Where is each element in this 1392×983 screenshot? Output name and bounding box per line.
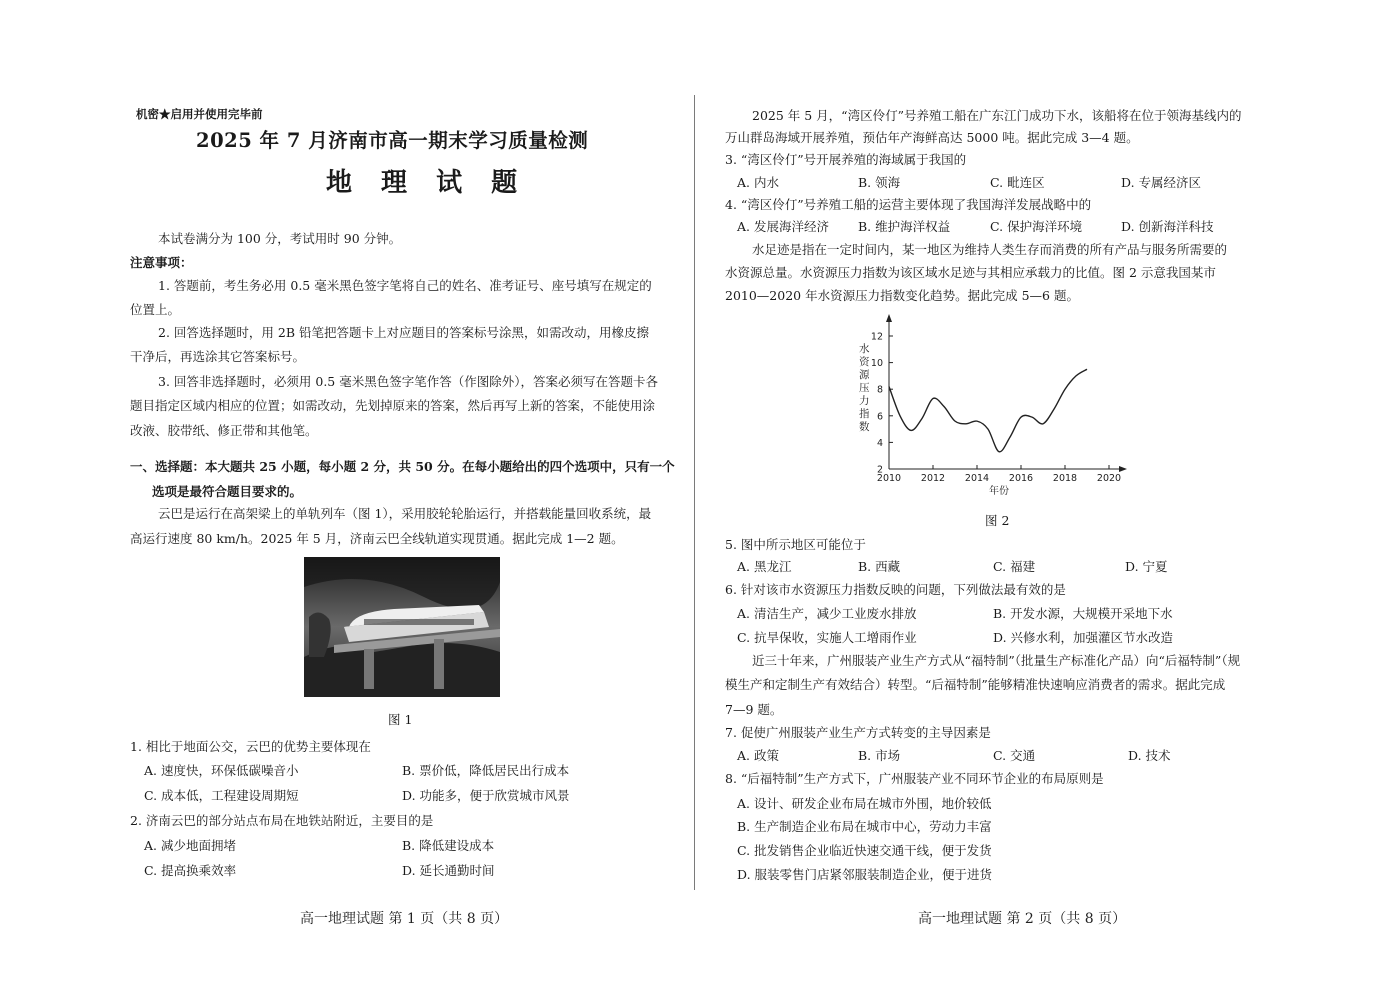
passage-text: 近三十年来，广州服装产业生产方式从“福特制”（批量生产标准化产品）向“后福特制”（规	[752, 653, 1241, 668]
question-3-option-b: B. 领海	[858, 175, 901, 190]
question-7-option-a: A. 政策	[737, 748, 779, 763]
question-6-option-c: C. 抗旱保收，实施人工增雨作业	[737, 630, 917, 645]
chart-x-tick-label: 2012	[920, 473, 946, 484]
question-7-option-c: C. 交通	[993, 748, 1036, 763]
question-4-option-a: A. 发展海洋经济	[737, 219, 829, 234]
chart-x-tick-label: 2020	[1096, 473, 1122, 484]
page-1	[0, 0, 695, 983]
chart-y-axis-arrow	[886, 314, 892, 322]
chart-x-axis-arrow	[1119, 466, 1127, 472]
chart-x-tick-label: 2014	[964, 473, 990, 484]
confidential-mark: 机密★启用并使用完毕前	[136, 107, 263, 121]
question-2-option-d: D. 延长通勤时间	[402, 863, 495, 878]
chart-y-tick-label: 6	[876, 411, 883, 423]
notice-line: 1. 答题前，考生务必用 0.5 毫米黑色签字笔将自己的姓名、准考证号、座号填写在规定的	[158, 278, 652, 293]
figure-2-caption: 图 2	[985, 513, 1010, 528]
question-6-option-b: B. 开发水源，大规模开采地下水	[993, 606, 1173, 621]
chart-x-ticks	[877, 465, 1121, 484]
question-3-option-c: C. 毗连区	[990, 175, 1045, 190]
exam-title: 2025 年 7 月济南市高一期末学习质量检测	[196, 129, 589, 152]
passage-text: 7—9 题。	[725, 702, 783, 717]
chart-y-tick-label: 8	[876, 384, 883, 396]
notice-line: 位置上。	[130, 302, 181, 317]
question-8-option-d: D. 服装零售门店紧邻服装制造企业，便于进货	[737, 867, 993, 882]
notice-line: 改液、胶带纸、修正带和其他笔。	[130, 423, 318, 438]
notice-line: 2. 回答选择题时，用 2B 铅笔把答题卡上对应题目的答案标号涂黑，如需改动，用橡皮擦	[158, 325, 649, 340]
question-2-stem: 2. 济南云巴的部分站点布局在地铁站附近，主要目的是	[130, 813, 434, 828]
chart-x-tick-label: 2018	[1052, 473, 1078, 484]
chart-y-tick-label: 2	[876, 464, 883, 476]
question-5-option-d: D. 宁夏	[1125, 559, 1168, 574]
chart-x-label: 年份	[989, 486, 1009, 497]
monorail-photo	[304, 557, 500, 697]
question-1-option-b: B. 票价低，降低居民出行成本	[402, 763, 570, 778]
page-1-footer: 高一地理试题 第 1 页（共 8 页）	[300, 911, 509, 927]
question-6-option-a: A. 清洁生产，减少工业废水排放	[737, 606, 917, 621]
passage-text: 2025 年 5 月，“湾区伶仃”号养殖工船在广东江门成功下水，该船将在位于领海基线内的	[752, 108, 1242, 123]
page-2-footer: 高一地理试题 第 2 页（共 8 页）	[918, 911, 1127, 927]
figure-1-caption: 图 1	[388, 712, 413, 727]
chart-y-tick-label: 4	[876, 437, 883, 449]
question-1-option-a: A. 速度快，环保低碳噪音小	[144, 763, 299, 778]
question-4-option-c: C. 保护海洋环境	[990, 219, 1083, 234]
subject-title: 地 理 试 题	[326, 168, 528, 198]
section-heading: 一、选择题：本大题共 25 小题，每小题 2 分，共 50 分。在每小题给出的四个选项中，只有一个	[130, 459, 675, 474]
question-1-option-c: C. 成本低，工程建设周期短	[144, 788, 299, 803]
chart-x-tick-label: 2016	[1008, 473, 1034, 484]
notice-line: 3. 回答非选择题时，必须用 0.5 毫米黑色签字笔作答（作图除外），答案必须写在答题卡各	[158, 374, 658, 389]
question-5-option-c: C. 福建	[993, 559, 1036, 574]
question-8-stem: 8. “后福特制”生产方式下，广州服装产业不同环节企业的布局原则是	[725, 771, 1104, 786]
chart-y-label: 水资源压力指数	[859, 343, 870, 433]
passage-text: 高运行速度 80 km/h。2025 年 5 月，济南云巴全线轨道实现贯通。据此完成 1—2 题。	[130, 531, 624, 546]
question-1-stem: 1. 相比于地面公交，云巴的优势主要体现在	[130, 739, 371, 754]
question-7-stem: 7. 促使广州服装产业生产方式转变的主导因素是	[725, 725, 991, 740]
question-4-stem: 4. “湾区伶仃”号养殖工船的运营主要体现了我国海洋发展战略中的	[725, 197, 1092, 212]
chart-x-tick-label: 2010	[876, 473, 902, 484]
question-7-option-b: B. 市场	[858, 748, 901, 763]
question-2-option-a: A. 减少地面拥堵	[144, 838, 236, 853]
passage-text: 模生产和定制生产有效结合）转型。“后福特制”能够精准快速响应消费者的需求。据此完成	[725, 677, 1226, 692]
question-8-option-a: A. 设计、研发企业布局在城市外围，地价较低	[737, 796, 992, 811]
question-6-option-d: D. 兴修水利，加强灌区节水改造	[993, 630, 1174, 645]
passage-text: 水资源总量。水资源压力指数为该区域水足迹与其相应承载力的比值。图 2 示意我国某市	[725, 265, 1216, 280]
notice-line: 题目指定区域内相应的位置；如需改动，先划掉原来的答案，然后再写上新的答案，不能使用涂	[130, 398, 656, 413]
chart-y-tick-label: 12	[870, 331, 883, 343]
page-divider	[694, 95, 695, 890]
chart-y-tick-label: 10	[870, 358, 883, 370]
question-8-option-c: C. 批发销售企业临近快速交通干线，便于发货	[737, 843, 992, 858]
question-3-stem: 3. “湾区伶仃”号开展养殖的海域属于我国的	[725, 152, 967, 167]
question-1-option-d: D. 功能多，便于欣赏城市风景	[402, 788, 570, 803]
passage-text: 云巴是运行在高架梁上的单轨列车（图 1），采用胶轮轮胎运行，并搭载能量回收系统，最	[158, 506, 652, 521]
section-heading-cont: 选项是最符合题目要求的。	[152, 484, 303, 499]
notice-heading: 注意事项：	[130, 255, 193, 270]
question-3-option-d: D. 专属经济区	[1121, 175, 1202, 190]
chart-y-ticks	[871, 332, 893, 476]
question-4-option-d: D. 创新海洋科技	[1121, 219, 1214, 234]
question-2-option-c: C. 提高换乘效率	[144, 863, 237, 878]
question-7-option-d: D. 技术	[1128, 748, 1171, 763]
question-5-option-a: A. 黑龙江	[737, 559, 792, 574]
question-4-option-b: B. 维护海洋权益	[858, 219, 951, 234]
question-6-stem: 6. 针对该市水资源压力指数反映的问题，下列做法最有效的是	[725, 582, 1066, 597]
question-3-option-a: A. 内水	[737, 175, 779, 190]
passage-text: 万山群岛海域开展养殖，预估年产海鲜高达 5000 吨。据此完成 3—4 题。	[725, 130, 1139, 145]
chart-series-line	[889, 369, 1087, 452]
page-2	[697, 0, 1392, 983]
intro-text: 本试卷满分为 100 分，考试用时 90 分钟。	[158, 231, 402, 246]
water-pressure-chart	[847, 312, 1127, 502]
question-5-stem: 5. 图中所示地区可能位于	[725, 537, 866, 552]
question-5-option-b: B. 西藏	[858, 559, 901, 574]
notice-line: 干净后，再选涂其它答案标号。	[130, 349, 306, 364]
passage-text: 水足迹是指在一定时间内，某一地区为维持人类生存而消费的所有产品与服务所需要的	[752, 242, 1228, 257]
passage-text: 2010—2020 年水资源压力指数变化趋势。据此完成 5—6 题。	[725, 288, 1079, 303]
question-2-option-b: B. 降低建设成本	[402, 838, 495, 853]
question-8-option-b: B. 生产制造企业布局在城市中心，劳动力丰富	[737, 819, 992, 834]
